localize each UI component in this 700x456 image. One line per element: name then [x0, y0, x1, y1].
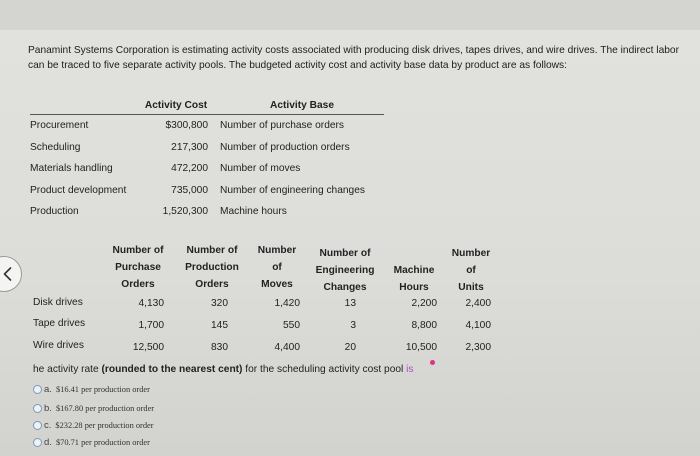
- option-letter: d.: [44, 437, 52, 448]
- machine-hours-value: 10,500: [405, 342, 437, 353]
- activity-row: [30, 158, 384, 180]
- activity-base: Number of production orders: [220, 141, 350, 153]
- machine-hours-value: 2,200: [411, 298, 437, 309]
- activity-row: [30, 180, 384, 202]
- top-bar: [0, 0, 700, 30]
- col-header-line: Number of: [112, 245, 164, 256]
- activity-base: Number of engineering changes: [220, 184, 365, 196]
- col-header-line: Purchase: [115, 262, 161, 273]
- col-header-line: of: [272, 262, 282, 273]
- col-header-line: Number: [257, 245, 297, 256]
- question-highlight: is: [406, 364, 414, 375]
- chevron-left-icon: [3, 267, 12, 281]
- col-header-production-orders: [180, 242, 244, 293]
- question-bold: (rounded to the nearest cent): [101, 364, 243, 375]
- activity-cost-header-row: [30, 96, 384, 115]
- moves-value: 550: [283, 320, 300, 331]
- engineering-changes-value: 3: [350, 320, 356, 331]
- pink-marker-dot: [430, 360, 435, 365]
- activity-row: [30, 115, 384, 137]
- header-activity-cost: Activity Cost: [144, 96, 208, 115]
- purchase-orders-value: 1,700: [138, 320, 164, 331]
- engineering-changes-value: 20: [344, 342, 356, 353]
- question-text: [33, 364, 413, 375]
- question-lead: he activity rate: [33, 364, 102, 375]
- col-header-line: Production: [185, 262, 239, 273]
- machine-hours-value: 8,800: [411, 320, 437, 331]
- units-value: 4,100: [465, 320, 491, 331]
- activity-base: Machine hours: [220, 206, 287, 218]
- col-header-line: Units: [458, 282, 484, 293]
- col-header-line: Orders: [121, 279, 155, 290]
- col-header-line: Engineering: [315, 265, 375, 276]
- radio-button-icon[interactable]: [33, 404, 42, 413]
- col-header-line: Orders: [195, 279, 229, 290]
- problem-intro: Panamint Systems Corporation is estimating activity costs associated with producing disk drives, tapes drives, and wire drives. The indirect labor can be traced to five separate activity pools. The budgeted activity cost and activity base data by product are as follows:: [28, 45, 679, 71]
- col-header-line: Number of: [319, 248, 371, 259]
- units-value: 2,300: [465, 342, 491, 353]
- answer-option-d[interactable]: [33, 437, 150, 448]
- option-text: $70.71 per production order: [55, 438, 150, 447]
- activity-row: [30, 137, 384, 159]
- product-name: Tape drives: [33, 318, 86, 329]
- answer-option-c[interactable]: [33, 420, 154, 431]
- production-orders-value: 145: [211, 320, 228, 331]
- production-orders-value: 320: [211, 298, 228, 309]
- answer-option-b[interactable]: [33, 403, 154, 414]
- col-header-line: Moves: [261, 279, 293, 290]
- radio-button-icon[interactable]: [33, 385, 42, 394]
- activity-name: Scheduling: [30, 141, 81, 153]
- col-header-line: Number: [451, 248, 491, 259]
- purchase-orders-value: 12,500: [132, 342, 164, 353]
- header-blank: [30, 96, 144, 115]
- activity-base: Number of purchase orders: [220, 120, 345, 132]
- answer-option-a[interactable]: [33, 384, 150, 395]
- col-header-moves: [250, 242, 304, 293]
- activity-cost: 1,520,300: [162, 206, 208, 218]
- activity-name: Procurement: [30, 120, 89, 132]
- activity-cost: 735,000: [171, 184, 208, 196]
- radio-button-icon[interactable]: [33, 421, 42, 430]
- activity-name: Production: [30, 206, 79, 218]
- units-value: 2,400: [465, 298, 491, 309]
- col-header-line: of: [466, 265, 476, 276]
- product-name: Disk drives: [33, 297, 83, 308]
- option-letter: a.: [44, 384, 52, 395]
- option-text: $167.80 per production order: [55, 404, 155, 413]
- moves-value: 1,420: [274, 298, 300, 309]
- activity-row: [30, 201, 384, 223]
- col-header-line: Machine: [393, 265, 435, 276]
- activity-name: Product development: [30, 184, 127, 196]
- col-header-line: Number of: [186, 245, 238, 256]
- activity-cost: 472,200: [171, 163, 208, 175]
- engineering-changes-value: 13: [344, 298, 356, 309]
- product-name: Wire drives: [33, 340, 84, 351]
- option-letter: c.: [44, 420, 52, 431]
- moves-value: 4,400: [274, 342, 300, 353]
- question-tail: for the scheduling activity cost pool: [242, 364, 407, 375]
- col-header-line: Changes: [323, 282, 367, 293]
- option-text: $16.41 per production order: [55, 385, 150, 394]
- production-orders-value: 830: [211, 342, 228, 353]
- purchase-orders-value: 4,130: [138, 298, 164, 309]
- activity-cost: 217,300: [171, 141, 208, 153]
- activity-name: Materials handling: [30, 163, 113, 175]
- header-activity-base: Activity Base: [208, 96, 384, 115]
- activity-base: Number of moves: [220, 163, 301, 175]
- back-button[interactable]: [0, 256, 22, 292]
- col-header-purchase-orders: [106, 242, 170, 293]
- option-letter: b.: [44, 403, 52, 414]
- col-header-engineering-changes: [310, 245, 380, 296]
- activity-cost: $300,800: [165, 120, 208, 132]
- col-header-line: Hours: [399, 282, 429, 293]
- radio-button-icon[interactable]: [33, 438, 42, 447]
- col-header-machine-hours: [386, 262, 442, 296]
- col-header-units: [446, 245, 496, 296]
- activity-cost-table: [30, 96, 384, 223]
- option-text: $232.28 per production order: [55, 421, 154, 430]
